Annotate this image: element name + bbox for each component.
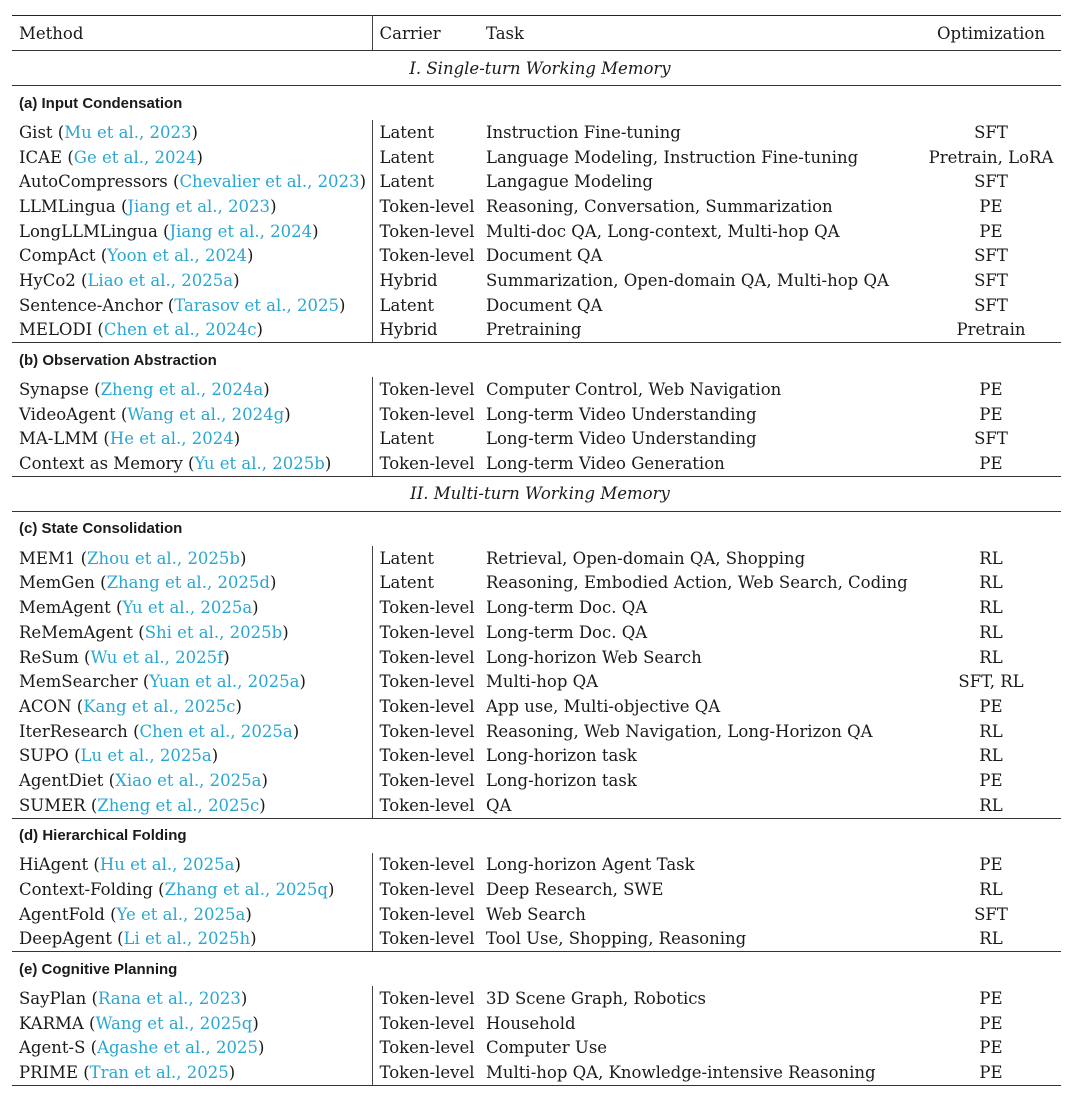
part-heading-row [12,51,1061,86]
table-row [12,377,1061,402]
optimization-cell: PE [979,989,1003,1009]
section-heading-row [12,952,1061,987]
task-cell: Reasoning, Web Navigation, Long-Horizon QA [486,721,873,741]
citation-year-link[interactable]: 2024 [154,147,197,167]
table-row [12,243,1061,268]
citation-year-link[interactable]: 2025 [296,295,339,315]
method-cell: Agent-S (Agashe et al., 2025) [12,1036,372,1061]
optimization-cell: SFT [974,904,1008,924]
table-row [12,1036,1061,1061]
optimization-cell: RL [921,793,1061,818]
carrier-cell: Token-level [372,793,479,818]
header-method: Method [12,16,372,51]
method-cell: ReSum (Wu et al., 2025f) [12,645,372,670]
carrier-cell: Token-level [379,622,475,642]
citation-author-link[interactable]: Xiao et al., [115,770,205,790]
method-name: Gist [19,122,53,142]
task-cell: Reasoning, Conversation, Summarization [486,196,833,216]
carrier-cell: Token-level [379,721,475,741]
task-cell: Retrieval, Open-domain QA, Shopping [486,548,806,568]
carrier-cell: Token-level [379,770,475,790]
task-cell: Reasoning, Embodied Action, Web Search, Coding [486,573,908,593]
task-cell: Long-term Video Understanding [486,404,757,424]
table-row [12,120,1061,145]
task-cell: Document QA [486,246,603,266]
citation-year-link[interactable]: 2025a [181,270,234,290]
task-cell: Long-term Doc. QA [486,622,648,642]
optimization-cell: RL [979,548,1003,568]
table-body [12,16,1061,1086]
method-name: HyCo2 [19,270,76,290]
citation-author-link[interactable]: Tran et al., [89,1063,182,1083]
task-cell: Long-horizon Agent Task [486,855,695,875]
citation-author-link[interactable]: Zhou et al., [87,548,183,568]
method-cell: LLMLingua (Jiang et al., 2023) [12,194,372,219]
citation-author-link[interactable]: Hu et al., [99,855,178,875]
table-row [12,620,1061,645]
task-cell: QA [479,793,921,818]
method-name: PRIME [19,1063,78,1083]
method-name: ReSum [19,647,79,667]
table-row [12,853,1061,878]
citation-year-link[interactable]: 2024 [204,246,247,266]
citation-author-link[interactable]: Zheng et al., [97,795,203,815]
table-row [12,719,1061,744]
citation-year-link[interactable]: 2025a [247,672,300,692]
task-cell: Web Search [486,904,586,924]
citation-author-link[interactable]: Liao et al., [87,270,176,290]
citation-year-link[interactable]: 2025d [217,573,270,593]
method-cell: MemAgent (Yu et al., 2025a) [12,595,372,620]
optimization-cell: RL [979,647,1003,667]
optimization-cell: RL [979,880,1003,900]
section-title: (c) State Consolidation [19,520,183,538]
citation-year-link[interactable]: 2025b [272,454,325,474]
method-cell: VideoAgent (Wang et al., 2024g) [12,402,372,427]
optimization-cell: Pretrain, LoRA [928,147,1054,167]
method-name: MA-LMM [19,429,99,449]
task-cell: Long-horizon task [486,770,637,790]
section-title: (b) Observation Abstraction [19,351,217,369]
carrier-cell: Hybrid [372,318,479,343]
citation-author-link[interactable]: Agashe et al., [97,1038,211,1058]
header-carrier: Carrier [372,16,479,51]
citation-year-link[interactable]: 2025q [275,880,328,900]
citation-author-link[interactable]: Chen et al., [139,721,236,741]
task-cell: Computer Control, Web Navigation [486,380,782,400]
citation-author-link[interactable]: Yu et al., [194,454,268,474]
carrier-cell: Token-level [379,380,475,400]
method-name: IterResearch [19,721,128,741]
carrier-cell: Token-level [372,451,479,476]
method-cell: LongLLMLingua (Jiang et al., 2024) [12,219,372,244]
citation-year-link[interactable]: 2025a [240,721,293,741]
method-cell: ReMemAgent (Shi et al., 2025b) [12,620,372,645]
method-cell: SUPO (Lu et al., 2025a) [12,743,372,768]
table-row [12,402,1061,427]
method-cell: ICAE (Ge et al., 2024) [12,145,372,170]
citation-year-link[interactable]: 2024 [191,429,234,449]
carrier-cell: Latent [379,122,434,142]
method-cell: Synapse (Zheng et al., 2024a) [12,377,372,402]
carrier-cell: Latent [379,548,434,568]
citation-author-link[interactable]: Ye et al., [116,904,189,924]
citation-author-link[interactable]: Mu et al., [64,122,145,142]
optimization-cell: PE [979,855,1003,875]
table-row [12,318,1061,343]
citation-year-link[interactable]: 2024a [211,380,264,400]
method-name: LLMLingua [19,196,116,216]
table-row [12,268,1061,293]
method-name: KARMA [19,1013,84,1033]
table-row [12,293,1061,318]
citation-year-link[interactable]: 2024 [270,221,313,241]
optimization-cell: SFT [974,122,1008,142]
optimization-cell: PE [979,380,1003,400]
optimization-cell: RL [979,721,1003,741]
method-cell: MELODI (Chen et al., 2024c) [12,318,372,343]
method-name: Context-Folding [19,880,153,900]
method-cell: Context as Memory (Yu et al., 2025b) [12,451,372,476]
optimization-cell: SFT [974,172,1008,192]
method-cell: Context-Folding (Zhang et al., 2025q) [12,877,372,902]
citation-author-link[interactable]: Wang et al., [95,1013,195,1033]
method-name: SayPlan [19,989,87,1009]
citation-author-link[interactable]: Kang et al., [83,696,180,716]
citation-author-link[interactable]: Chen et al., [103,320,200,340]
method-cell: MEM1 (Zhou et al., 2025b) [12,546,372,571]
citation-year-link[interactable]: 2023 [317,172,360,192]
citation-year-link[interactable]: 2025 [186,1063,229,1083]
method-cell: ACON (Kang et al., 2025c) [12,694,372,719]
carrier-cell: Token-level [379,855,475,875]
method-cell: Sentence-Anchor (Tarasov et al., 2025) [12,293,372,318]
table-row [12,451,1061,476]
task-cell: Instruction Fine-tuning [486,122,681,142]
optimization-cell: PE [979,404,1003,424]
citation-author-link[interactable]: Lu et al., [80,746,155,766]
citation-year-link[interactable]: 2024c [205,320,257,340]
carrier-cell: Token-level [379,246,475,266]
task-cell: Household [486,1013,576,1033]
carrier-cell: Token-level [372,927,479,952]
section-heading-row [12,818,1061,853]
citation-year-link[interactable]: 2024g [231,404,285,424]
task-cell: App use, Multi-objective QA [486,696,721,716]
citation-author-link[interactable]: Yuan et al., [149,672,243,692]
method-cell: AutoCompressors (Chevalier et al., 2023) [12,169,372,194]
table-row [12,927,1061,952]
carrier-cell: Token-level [379,696,475,716]
method-name: Agent-S [19,1038,86,1058]
task-cell: Long-term Video Understanding [486,429,757,449]
header-optimization: Optimization [921,16,1061,51]
method-name: HiAgent [19,855,89,875]
citation-year-link[interactable]: 2025c [208,795,260,815]
citation-year-link[interactable]: 2025q [199,1013,253,1033]
citation-author-link[interactable]: Wang et al., [127,404,227,424]
method-name: Synapse [19,380,89,400]
carrier-cell: Latent [379,172,434,192]
method-name: Sentence-Anchor [19,295,163,315]
optimization-cell: RL [979,746,1003,766]
citation-author-link[interactable]: Shi et al., [144,622,225,642]
part-title: II. Multi-turn Working Memory [12,476,1061,511]
citation-author-link[interactable]: Tarasov et al., [174,295,292,315]
citation-author-link[interactable]: Li et al., [123,929,193,949]
optimization-cell: PE [979,696,1003,716]
citation-year-link[interactable]: 2025b [229,622,283,642]
citation-author-link[interactable]: Ge et al., [73,147,150,167]
optimization-cell: PE [979,221,1003,241]
method-cell: CompAct (Yoon et al., 2024) [12,243,372,268]
optimization-cell: SFT [974,246,1008,266]
citation-author-link[interactable]: He et al., [109,429,187,449]
carrier-cell: Token-level [379,989,475,1009]
table-row [12,793,1061,818]
task-cell: Multi-doc QA, Long-context, Multi-hop QA [486,221,840,241]
method-cell: MemSearcher (Yuan et al., 2025a) [12,669,372,694]
method-name: AgentFold [19,904,105,924]
task-cell: Long-term Video Generation [479,451,921,476]
method-name: ReMemAgent [19,622,133,642]
optimization-cell: PE [979,196,1003,216]
carrier-cell: Token-level [372,1060,479,1085]
method-name: ICAE [19,147,63,167]
method-cell: IterResearch (Chen et al., 2025a) [12,719,372,744]
header-task: Task [479,16,921,51]
table-row [12,669,1061,694]
citation-year-link[interactable]: 2025c [184,696,236,716]
header-row [12,16,1061,51]
optimization-cell: SFT [974,429,1008,449]
citation-year-link[interactable]: 2023 [198,989,241,1009]
method-name: SUPO [19,746,69,766]
method-name: LongLLMLingua [19,221,158,241]
carrier-cell: Token-level [379,746,475,766]
table-row [12,1060,1061,1085]
citation-year-link[interactable]: 2023 [228,196,271,216]
method-name: AutoCompressors [19,172,168,192]
task-cell: Document QA [486,295,603,315]
section-heading-row [12,511,1061,546]
method-name: Context as Memory [19,454,183,474]
carrier-cell: Token-level [379,904,475,924]
method-name: MELODI [19,320,93,340]
carrier-cell: Token-level [379,221,475,241]
carrier-cell: Latent [379,295,434,315]
citation-year-link[interactable]: 2025 [216,1038,258,1058]
carrier-cell: Latent [379,429,434,449]
carrier-cell: Latent [379,147,434,167]
citation-author-link[interactable]: Yoon et al., [107,246,200,266]
section-title: (a) Input Condensation [19,94,183,112]
citation-year-link[interactable]: 2025b [187,548,240,568]
method-cell: AgentFold (Ye et al., 2025a) [12,902,372,927]
section-title: (e) Cognitive Planning [19,960,178,978]
part-heading-row [12,476,1061,511]
citation-author-link[interactable]: Jiang et al., [169,221,265,241]
citation-author-link[interactable]: Zheng et al., [100,380,207,400]
method-cell: HyCo2 (Liao et al., 2025a) [12,268,372,293]
table-row [12,219,1061,244]
table-row [12,571,1061,596]
citation-year-link[interactable]: 2025h [197,929,251,949]
citation-year-link[interactable]: 2025a [200,598,253,618]
section-title: (d) Hierarchical Folding [19,827,187,844]
method-cell: PRIME (Tran et al., 2025) [12,1060,372,1085]
citation-year-link[interactable]: 2023 [149,122,192,142]
task-cell: Multi-hop QA [486,672,599,692]
section-heading-row [12,343,1061,378]
citation-year-link[interactable]: 2025a [193,904,246,924]
optimization-cell: RL [921,927,1061,952]
method-cell: SayPlan (Rana et al., 2023) [12,986,372,1011]
method-name: MemSearcher [19,672,138,692]
method-cell: AgentDiet (Xiao et al., 2025a) [12,768,372,793]
part-title: I. Single-turn Working Memory [12,51,1061,86]
table-row [12,694,1061,719]
task-cell: Tool Use, Shopping, Reasoning [479,927,921,952]
method-cell: Gist (Mu et al., 2023) [12,120,372,145]
carrier-cell: Token-level [379,672,475,692]
memory-methods-table [12,15,1061,1086]
table-row [12,743,1061,768]
citation-year-link[interactable]: 2025f [175,647,224,667]
citation-year-link[interactable]: 2025a [182,855,235,875]
task-cell: Long-horizon task [486,746,637,766]
method-name: DeepAgent [19,929,112,949]
method-name: SUMER [19,795,86,815]
table-row [12,427,1061,452]
citation-author-link[interactable]: Chevalier et al., [179,172,313,192]
table-row [12,145,1061,170]
task-cell: Long-term Doc. QA [486,598,648,618]
carrier-cell: Latent [379,573,434,593]
optimization-cell: RL [979,622,1003,642]
table-row [12,986,1061,1011]
table-row [12,645,1061,670]
method-cell: MA-LMM (He et al., 2024) [12,427,372,452]
carrier-cell: Token-level [379,1013,475,1033]
citation-author-link[interactable]: Jiang et al., [127,196,223,216]
carrier-cell: Token-level [379,196,475,216]
carrier-cell: Token-level [379,404,475,424]
table-row [12,768,1061,793]
method-cell: HiAgent (Hu et al., 2025a) [12,853,372,878]
carrier-cell: Hybrid [379,270,438,290]
method-cell: MemGen (Zhang et al., 2025d) [12,571,372,596]
task-cell: Computer Use [486,1038,608,1058]
table-row [12,546,1061,571]
method-name: AgentDiet [19,770,104,790]
table-row [12,877,1061,902]
table-row [12,169,1061,194]
task-cell: 3D Scene Graph, Robotics [486,989,706,1009]
task-cell: Long-horizon Web Search [486,647,702,667]
carrier-cell: Token-level [379,598,475,618]
citation-year-link[interactable]: 2025a [209,770,262,790]
optimization-cell: SFT, RL [958,672,1024,692]
section-heading-row [12,86,1061,121]
task-cell: Pretraining [479,318,921,343]
optimization-cell: PE [979,1013,1003,1033]
method-name: CompAct [19,246,96,266]
method-name: MEM1 [19,548,76,568]
optimization-cell: SFT [974,270,1008,290]
citation-author-link[interactable]: Zhang et al., [164,880,271,900]
citation-year-link[interactable]: 2025a [159,746,212,766]
citation-author-link[interactable]: Yu et al., [122,598,196,618]
citation-author-link[interactable]: Rana et al., [98,989,194,1009]
method-cell: KARMA (Wang et al., 2025q) [12,1011,372,1036]
table-row [12,194,1061,219]
carrier-cell: Token-level [379,880,475,900]
method-cell: DeepAgent (Li et al., 2025h) [12,927,372,952]
table-row [12,1011,1061,1036]
carrier-cell: Token-level [379,647,475,667]
optimization-cell: PE [921,1060,1061,1085]
method-name: MemAgent [19,598,111,618]
method-name: MemGen [19,573,95,593]
optimization-cell: PE [921,451,1061,476]
task-cell: Language Modeling, Instruction Fine-tuning [486,147,859,167]
method-name: VideoAgent [19,404,116,424]
method-name: ACON [19,696,72,716]
optimization-cell: SFT [974,295,1008,315]
optimization-cell: Pretrain [921,318,1061,343]
table-row [12,595,1061,620]
citation-author-link[interactable]: Wu et al., [90,647,170,667]
task-cell: Langague Modeling [486,172,653,192]
optimization-cell: PE [979,1038,1003,1058]
optimization-cell: RL [979,573,1003,593]
carrier-cell: Token-level [379,1038,475,1058]
optimization-cell: RL [979,598,1003,618]
citation-author-link[interactable]: Zhang et al., [106,573,213,593]
method-cell: SUMER (Zheng et al., 2025c) [12,793,372,818]
optimization-cell: PE [979,770,1003,790]
task-cell: Deep Research, SWE [486,880,664,900]
task-cell: Summarization, Open-domain QA, Multi-hop QA [486,270,889,290]
table-row [12,902,1061,927]
task-cell: Multi-hop QA, Knowledge-intensive Reasoning [479,1060,921,1085]
